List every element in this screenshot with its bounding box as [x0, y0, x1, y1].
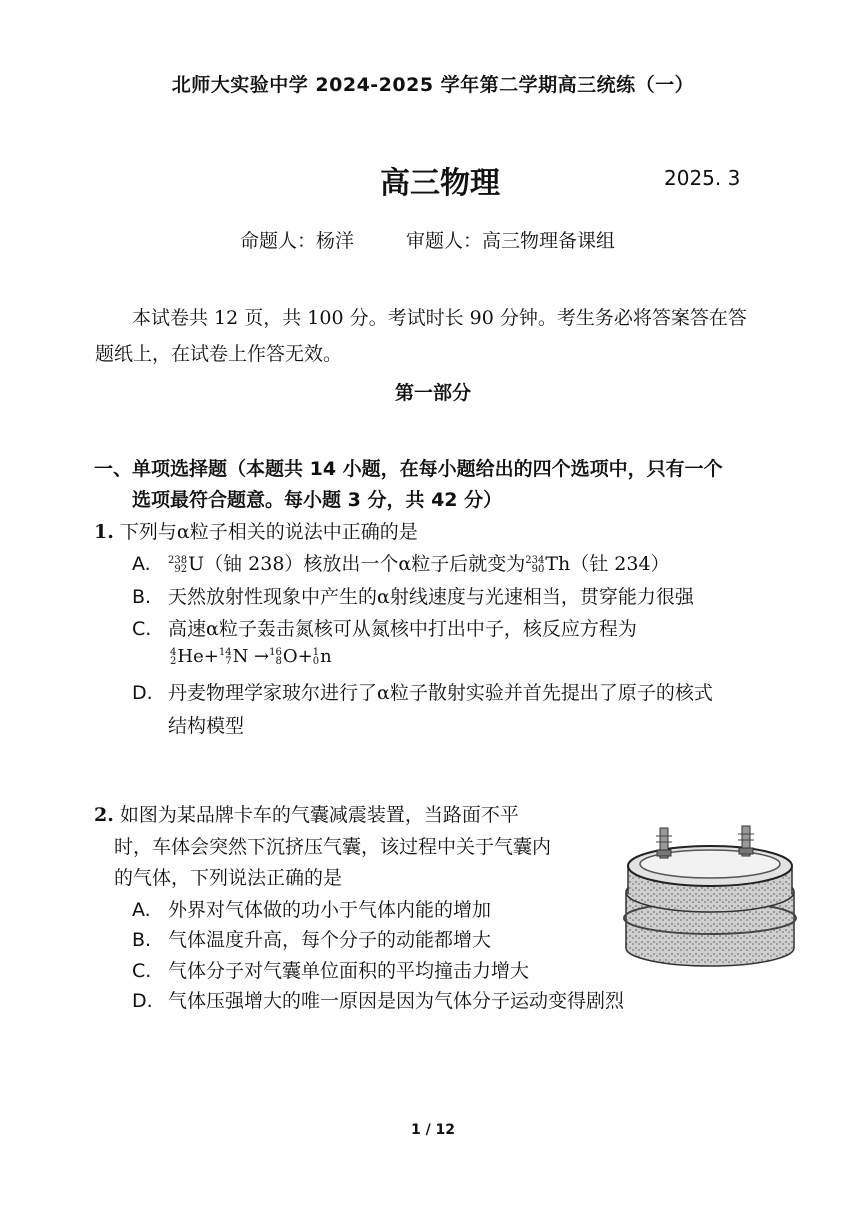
question-number: 1.: [94, 521, 114, 543]
o-numbers: 16 8: [269, 647, 282, 667]
question-2-stem-2: 时，车体会突然下沉挤压气囊，该过程中关于气囊内: [114, 836, 552, 858]
option-text: 气体压强增大的唯一原因是因为气体分子运动变得剧烈: [168, 990, 625, 1012]
question-number: 2.: [94, 804, 114, 826]
option-label: A.: [132, 553, 151, 575]
option-label: D.: [132, 682, 153, 704]
u-nuclide-numbers: 238 92: [168, 555, 188, 575]
question-1-stem: [94, 517, 418, 544]
question-text: 下列与α粒子相关的说法中正确的是: [119, 521, 418, 543]
th-nuclide-numbers: 234 90: [525, 555, 545, 575]
n-symbol: N: [232, 646, 249, 667]
q2-option-c: [132, 956, 529, 983]
u-symbol: U: [188, 553, 205, 575]
plus-sign: +: [203, 646, 219, 667]
question-2-stem-1: [94, 800, 519, 827]
exam-date: 2025. 3: [664, 166, 741, 190]
q2-option-b: [132, 925, 491, 952]
page-number: 1 / 12: [410, 1122, 456, 1138]
option-text-2: （钍 234）: [570, 553, 670, 575]
option-text: 天然放射性现象中产生的α射线速度与光速相当，贯穿能力很强: [168, 586, 694, 608]
o-symbol: O: [282, 646, 298, 667]
option-text: （铀 238）核放出一个α粒子后就变为: [204, 553, 526, 575]
option-label: B.: [132, 929, 152, 951]
section-heading-line-2: 选项最符合题意。每小题 3 分，共 42 分）: [132, 489, 503, 511]
reviewer: 审题人：高三物理备课组: [406, 230, 616, 252]
authors-line: [240, 226, 615, 253]
neutron-symbol: n: [320, 646, 332, 667]
arrow: →: [254, 646, 270, 667]
question-2-stem-3: 的气体，下列说法正确的是: [114, 867, 343, 889]
option-text: 气体分子对气囊单位面积的平均撞击力增大: [168, 960, 530, 982]
option-text: 气体温度升高，每个分子的动能都增大: [168, 929, 492, 951]
airbag-image: [622, 820, 798, 968]
q1-option-a: [132, 549, 670, 576]
neutron-numbers: 1 0: [312, 647, 320, 667]
option-label: D.: [132, 990, 153, 1012]
th-symbol: Th: [545, 553, 571, 575]
author: 命题人：杨洋: [240, 230, 355, 252]
plus-sign: +: [297, 646, 313, 667]
option-label: A.: [132, 899, 151, 921]
exam-title: 高三物理: [380, 166, 500, 201]
n-numbers: 14 7: [218, 647, 232, 667]
option-label: C.: [132, 960, 152, 982]
option-text: 高速α粒子轰击氮核可从氮核中打出中子，核反应方程为: [168, 618, 637, 640]
he-numbers: 4 2: [170, 647, 177, 667]
question-text: 如图为某品牌卡车的气囊减震装置，当路面不平: [119, 804, 519, 826]
option-label: C.: [132, 618, 152, 640]
school-header: 北师大实验中学 2024-2025 学年第二学期高三统练（一）: [171, 74, 695, 96]
instructions-line-1: 本试卷共 12 页，共 100 分。考试时长 90 分钟。考生务必将答案答在答: [132, 307, 747, 329]
q2-option-a: [132, 895, 491, 922]
q1-option-d-line-2: 结构模型: [168, 715, 245, 737]
q1-option-b: [132, 582, 694, 609]
section-heading-line-1: 一、单项选择题（本题共 14 小题，在每小题给出的四个选项中，只有一个: [94, 458, 723, 480]
option-text: 丹麦物理学家玻尔进行了α粒子散射实验并首先提出了原子的核式: [168, 682, 713, 704]
part-title: 第一部分: [394, 382, 471, 404]
option-text: 外界对气体做的功小于气体内能的增加: [168, 899, 492, 921]
q1-option-d: [132, 678, 713, 705]
he-symbol: He: [177, 646, 204, 667]
instructions-line-2: 题纸上，在试卷上作答无效。: [95, 343, 343, 365]
q1-option-c: [132, 614, 637, 641]
nuclear-reaction-equation: [170, 646, 332, 667]
option-label: B.: [132, 586, 152, 608]
q2-option-d: [132, 986, 624, 1013]
